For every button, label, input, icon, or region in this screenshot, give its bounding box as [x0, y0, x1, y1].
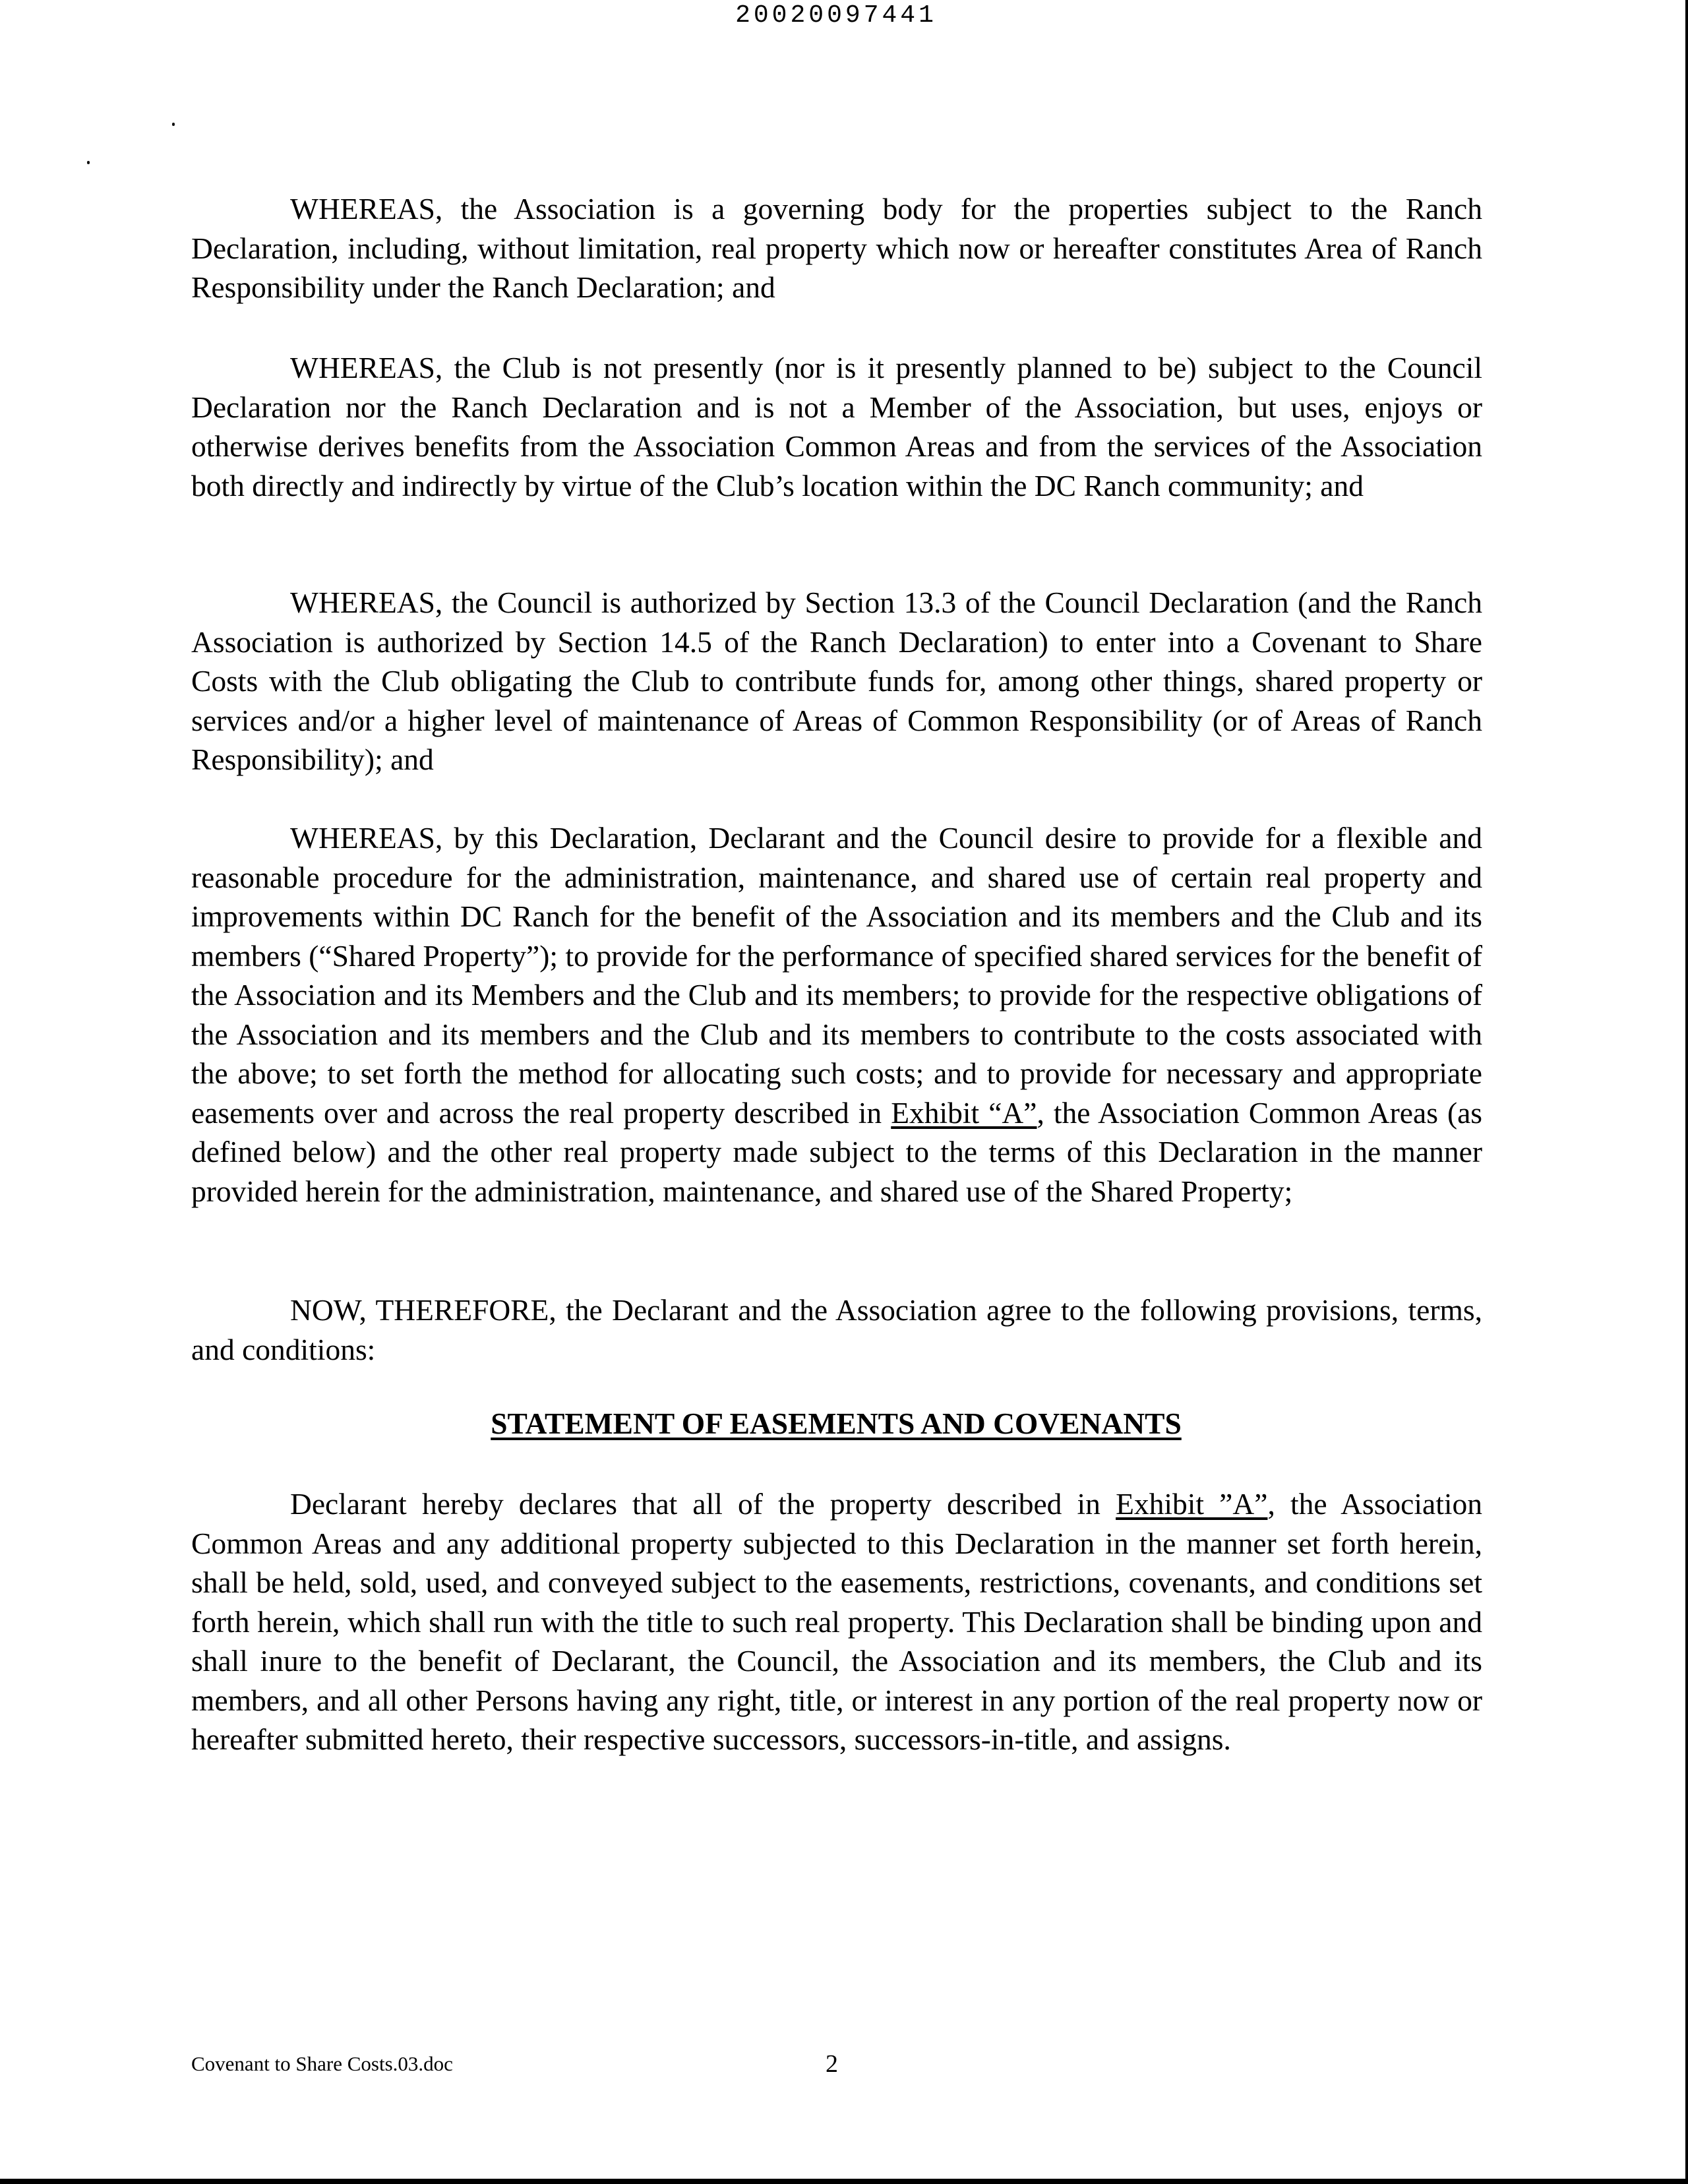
recital-text: WHEREAS, by this Declaration, Declarant and the Council desire to provide for a flexible and reasonable procedure for the administration, maintenance, and shared use of certain real property and improvements within DC Ranch for the benefit of the Association and its members and the Club and its members (“Shared Property”); to provide for the performance of specified shared services for the benefit of the Association and its Members and the Club and its members; to provide for the respective obligations of the Association and its members and the Club and its members to contribute to the costs associated with the above; to set forth the method for allocating such costs; and to provide for necessary and appropriate easements over and across the real property described in: [191, 821, 1482, 1130]
section-heading: STATEMENT OF EASEMENTS AND COVENANTS: [491, 1407, 1182, 1440]
recital-paragraph: WHEREAS, the Association is a governing body for the properties subject to the Ranch Declaration, including, without limitation, real property which now or hereafter constitutes Area of Ranch Responsibility under the Ranch Declaration; and: [191, 192, 1482, 304]
declaration-paragraph: [191, 1484, 1482, 1759]
exhibit-a-reference: Exhibit “A”: [891, 1095, 1037, 1130]
recital-paragraph: [191, 818, 1482, 1211]
now-therefore-paragraph: NOW, THEREFORE, the Declarant and the Association agree to the following provisions, terms, and conditions:: [191, 1293, 1482, 1366]
exhibit-a-reference: Exhibit ”A”: [1116, 1487, 1268, 1521]
declaration-text: , the Association Common Areas and any additional property subjected to this Declaration in the manner set forth herein, shall be held, sold, used, and conveyed subject to the easements, restrictions, covenants, and conditions set forth herein, which shall run with the title to such real property. This Declaration shall be binding upon and shall inure to the benefit of Declarant, the Council, the Association and its members, the Club and its members, and all other Persons having any right, title, or interest in any portion of the real property now or hereafter submitted hereto, their respective successors, successors-in-title, and assigns.: [191, 1487, 1482, 1756]
recital-text: , the Association Common Areas (as defined below) and the other real property made subject to the terms of this Declaration in the manner provided herein for the administration, maintenance, and shared use of the Shared Property;: [191, 1095, 1482, 1208]
document-number: 20020097441: [735, 1, 937, 30]
declaration-text: Declarant hereby declares that all of the property described in: [290, 1487, 1116, 1521]
footer-filename: Covenant to Share Costs.03.doc: [191, 2052, 453, 2075]
page-number: 2: [826, 2050, 838, 2078]
scan-speck: [87, 161, 90, 164]
recital-paragraph: WHEREAS, the Club is not presently (nor is it presently planned to be) subject to the Council Declaration nor the Ranch Declaration and is not a Member of the Association, but uses, enjoys or otherwise derives benefits from the Association Common Areas and from the services of the Association both directly and indirectly by virtue of the Club’s location within the DC Ranch community; and: [191, 351, 1482, 502]
recital-paragraph: WHEREAS, the Council is authorized by Section 13.3 of the Council Declaration (and the Ranch Association is authorized by Section 14.5 of the Ranch Declaration) to enter into a Covenant to Share Costs with the Club obligating the Club to contribute funds for, among other things, shared property or services and/or a higher level of maintenance of Areas of Common Responsibility (or of Areas of Ranch Responsibility); and: [191, 586, 1482, 776]
scan-speck: [172, 123, 175, 126]
